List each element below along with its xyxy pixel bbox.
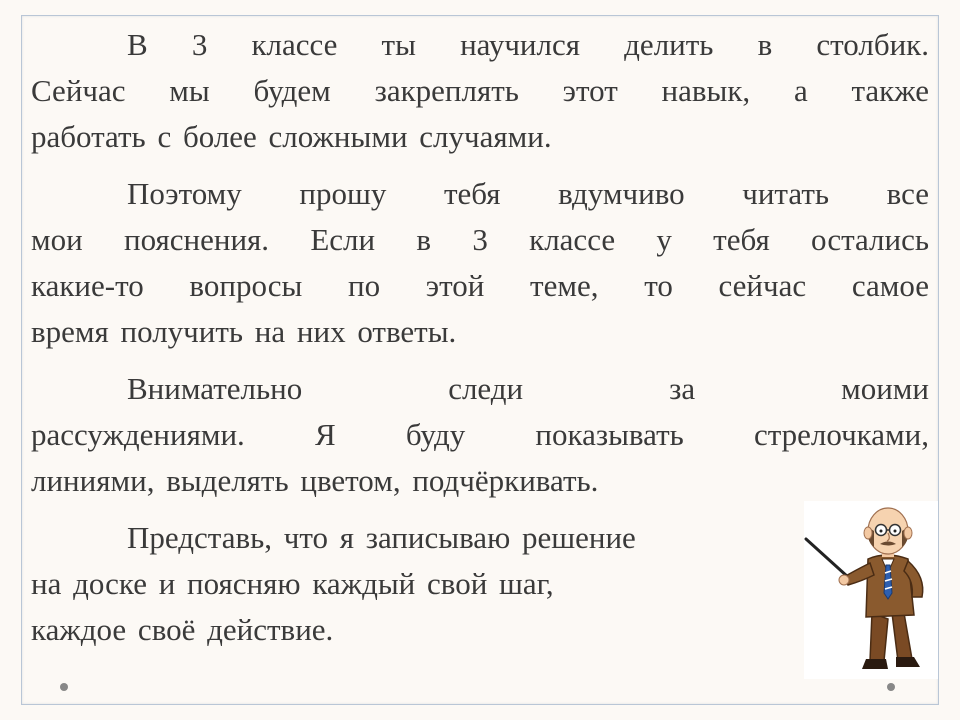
paragraph-2-line-2: мои пояснения. Если в 3 классе у тебя остались bbox=[31, 222, 929, 257]
paragraph-1-line-1: В 3 классе ты научился делить в столбик. bbox=[127, 27, 929, 62]
paragraph-3-line-2: рассуждениями. Я буду показывать стрелочками, bbox=[31, 417, 929, 452]
paragraph-2-line-4: время получить на них ответы. bbox=[31, 314, 457, 349]
paragraph-4-line-2: на доске и поясняю каждый свой шаг, bbox=[31, 566, 554, 601]
paragraph-1-line-2: Сейчас мы будем закреплять этот навык, а также bbox=[31, 73, 929, 108]
paragraph-3-line-1: Внимательно следи за моими bbox=[127, 371, 929, 406]
paragraph-1-line-3: работать с более сложными случаями. bbox=[31, 119, 552, 154]
corner-dot-left bbox=[60, 683, 68, 691]
paragraph-3-line-3: линиями, выделять цветом, подчёркивать. bbox=[31, 463, 599, 498]
slide-text bbox=[31, 22, 929, 664]
paragraph-2-line-1: Поэтому прошу тебя вдумчиво читать все bbox=[127, 176, 929, 211]
paragraph-1 bbox=[31, 22, 929, 160]
paragraph-2-line-3: какие-то вопросы по этой теме, то сейчас самое bbox=[31, 268, 929, 303]
paragraph-4-line-3: каждое своё действие. bbox=[31, 612, 334, 647]
teacher-illustration bbox=[804, 501, 938, 679]
paragraph-4 bbox=[31, 515, 929, 653]
paragraph-4-line-1: Представь, что я записываю решение bbox=[127, 520, 636, 555]
paragraph-2 bbox=[31, 171, 929, 355]
paragraph-3 bbox=[31, 366, 929, 504]
corner-dot-right bbox=[887, 683, 895, 691]
